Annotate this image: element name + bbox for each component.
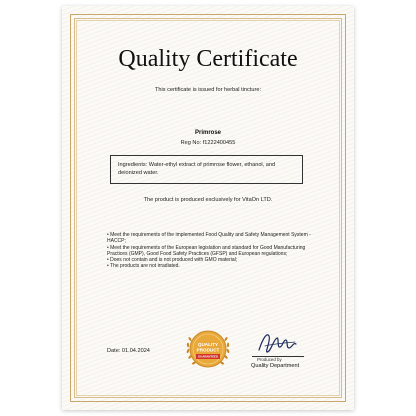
issue-date: Date: 01.04.2024: [107, 348, 150, 354]
certificate-paper: [62, 6, 354, 410]
compliance-list: [107, 232, 317, 270]
ingredients-text: Ingredients: Water-ethyl extract of primrose flower, ethanol, and deionized water.: [118, 162, 276, 176]
certificate-subtitle: This certificate is issued for herbal tincture:: [154, 87, 261, 93]
quality-seal-icon: [182, 323, 234, 375]
produced-by-label: Produced by: [257, 357, 282, 362]
reg-value: f1222400455: [202, 140, 236, 146]
compliance-item: • Meet the requirements of the European legislation and standard for Good Manufacturing Practices (GMP), Good Food Safety Practices (GFSP) and European regulations;: [107, 244, 306, 257]
seal-line3: GUARANTEED: [198, 354, 218, 359]
product-name: Primrose: [194, 130, 221, 136]
compliance-item: • Does not contain and is not produced with GMO material;: [107, 257, 238, 264]
signature-icon: [255, 328, 301, 358]
quality-department-label: Quality Department: [251, 363, 300, 369]
seal-line1: QUALITY: [197, 342, 219, 347]
exclusive-note: The product is produced exclusively for VitaOn LTD.: [143, 197, 273, 203]
reg-label: Reg No:: [180, 140, 202, 146]
compliance-item: • Meet the requirements of the implemented Food Quality and Safety Management System - HACCP;: [107, 232, 311, 245]
ingredients-box: [110, 155, 303, 184]
registration-number: [62, 140, 354, 146]
seal-line2: PRODUCT: [196, 347, 220, 353]
certificate-title: Quality Certificate: [118, 46, 298, 72]
compliance-item: • The products are not irradiated.: [107, 263, 180, 270]
